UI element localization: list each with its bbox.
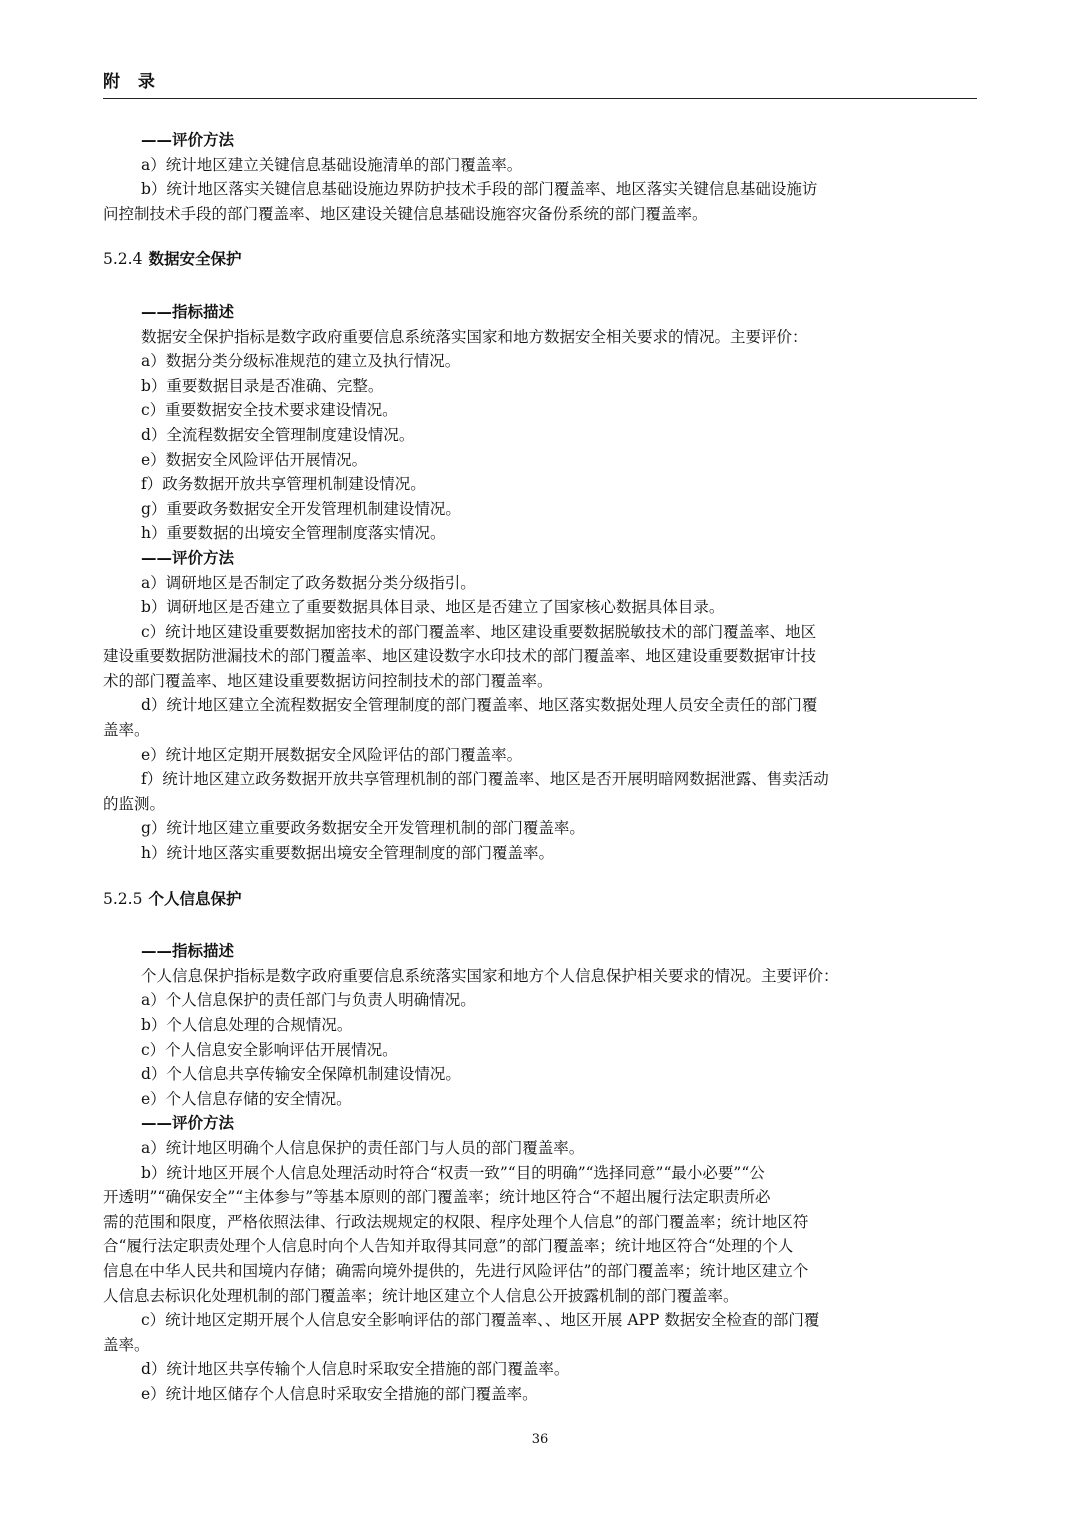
page-number: 36 [531, 1432, 549, 1447]
method-heading: ——评价方法 [141, 1114, 235, 1133]
section-5-2-4 [103, 247, 977, 865]
method-item-continuation: 的监测。 [103, 794, 166, 813]
method-item-continuation: 合“履行法定职责处理个人信息时向个人告知并取得其同意”的部门覆盖率；统计地区符合“处理的个人 [103, 1237, 794, 1256]
method-item-continuation: 术的部门覆盖率、地区建设重要数据访问控制技术的部门覆盖率。 [103, 671, 553, 690]
desc-item: e）数据安全风险评估开展情况。 [141, 450, 368, 469]
method-item: c）统计地区定期开展个人信息安全影响评估的部门覆盖率、、地区开展 APP 数据安全检查的部门覆 [141, 1311, 820, 1330]
section-5-2-5 [103, 887, 977, 1407]
method-item: b）统计地区开展个人信息处理活动时符合“权责一致”“目的明确”“选择同意”“最小必要”“公 [141, 1163, 765, 1182]
method-item-continuation: 开透明”“确保安全”“主体参与”等基本原则的部门覆盖率；统计地区符合“不超出履行法定职责所必 [103, 1188, 771, 1207]
method-item-continuation: 需的范围和限度，严格依照法律、行政法规规定的权限、程序处理个人信息”的部门覆盖率；统计地区符 [103, 1212, 809, 1231]
desc-item: g）重要政务数据安全开发管理机制建设情况。 [141, 499, 461, 518]
method-item: a）调研地区是否制定了政务数据分类分级指引。 [141, 573, 476, 592]
desc-paragraph: 个人信息保护指标是数字政府重要信息系统落实国家和地方个人信息保护相关要求的情况。主要评价： [141, 966, 839, 985]
method-item-continuation: 人信息去标识化处理机制的部门覆盖率；统计地区建立个人信息公开披露机制的部门覆盖率。 [103, 1286, 739, 1305]
section-title: 个人信息保护 [148, 889, 242, 908]
desc-heading: ——指标描述 [141, 302, 235, 321]
method-item: e）统计地区储存个人信息时采取安全措施的部门覆盖率。 [141, 1384, 538, 1403]
method-item: c）统计地区建设重要数据加密技术的部门覆盖率、地区建设重要数据脱敏技术的部门覆盖率、地区 [141, 622, 817, 641]
page-content [103, 128, 977, 1407]
method-heading: ——评价方法 [141, 131, 235, 149]
page-header [103, 70, 977, 99]
section-heading [103, 887, 977, 912]
desc-item: a）数据分类分级标准规范的建立及执行情况。 [141, 352, 461, 371]
desc-heading: ——指标描述 [141, 942, 235, 961]
method-item-continuation: 盖率。 [103, 721, 150, 740]
desc-paragraph: 数据安全保护指标是数字政府重要信息系统落实国家和地方数据安全相关要求的情况。主要评价： [141, 327, 808, 346]
section-heading [103, 247, 977, 272]
desc-item: f）政务数据开放共享管理机制建设情况。 [141, 475, 426, 494]
section-5-2-3-continued [103, 128, 977, 226]
method-item: d）统计地区共享传输个人信息时采取安全措施的部门覆盖率。 [141, 1360, 570, 1379]
method-item: a）统计地区建立关键信息基础设施清单的部门覆盖率。 [141, 155, 523, 174]
method-item: b）调研地区是否建立了重要数据具体目录、地区是否建立了国家核心数据具体目录。 [141, 598, 725, 617]
desc-item: c）重要数据安全技术要求建设情况。 [141, 401, 398, 420]
method-item: e）统计地区定期开展数据安全风险评估的部门覆盖率。 [141, 745, 523, 764]
method-item: a）统计地区明确个人信息保护的责任部门与人员的部门覆盖率。 [141, 1138, 585, 1157]
desc-item: d）个人信息共享传输安全保障机制建设情况。 [141, 1065, 461, 1084]
desc-item: a）个人信息保护的责任部门与负责人明确情况。 [141, 991, 476, 1010]
method-item: b）统计地区落实关键信息基础设施边界防护技术手段的部门覆盖率、地区落实关键信息基础设施访 [141, 180, 818, 199]
method-item: d）统计地区建立全流程数据安全管理制度的部门覆盖率、地区落实数据处理人员安全责任的部门覆 [141, 696, 818, 715]
desc-item: c）个人信息安全影响评估开展情况。 [141, 1040, 398, 1059]
method-item-continuation: 信息在中华人民共和国境内存储；确需向境外提供的，先进行风险评估”的部门覆盖率；统计地区建立个 [103, 1261, 809, 1280]
desc-item: b）个人信息处理的合规情况。 [141, 1016, 353, 1034]
section-number: 5.2.5 [103, 889, 143, 908]
method-item-continuation: 盖率。 [103, 1335, 150, 1354]
method-item: f）统计地区建立政务数据开放共享管理机制的部门覆盖率、地区是否开展明暗网数据泄露、售卖活动 [141, 770, 829, 789]
desc-item: d）全流程数据安全管理制度建设情况。 [141, 425, 415, 444]
desc-item: b）重要数据目录是否准确、完整。 [141, 376, 384, 395]
desc-item: h）重要数据的出境安全管理制度落实情况。 [141, 524, 446, 543]
desc-item: e）个人信息存储的安全情况。 [141, 1089, 352, 1108]
method-item: h）统计地区落实重要数据出境安全管理制度的部门覆盖率。 [141, 844, 554, 863]
method-item-continuation: 问控制技术手段的部门覆盖率、地区建设关键信息基础设施容灾备份系统的部门覆盖率。 [103, 204, 708, 223]
method-item: g）统计地区建立重要政务数据安全开发管理机制的部门覆盖率。 [141, 819, 585, 838]
method-heading: ——评价方法 [141, 548, 235, 567]
header-title: 附 录 [103, 72, 161, 92]
section-number: 5.2.4 [103, 250, 143, 269]
section-title: 数据安全保护 [148, 250, 242, 269]
method-item-continuation: 建设重要数据防泄漏技术的部门覆盖率、地区建设数字水印技术的部门覆盖率、地区建设重要数据审计技 [103, 647, 817, 666]
